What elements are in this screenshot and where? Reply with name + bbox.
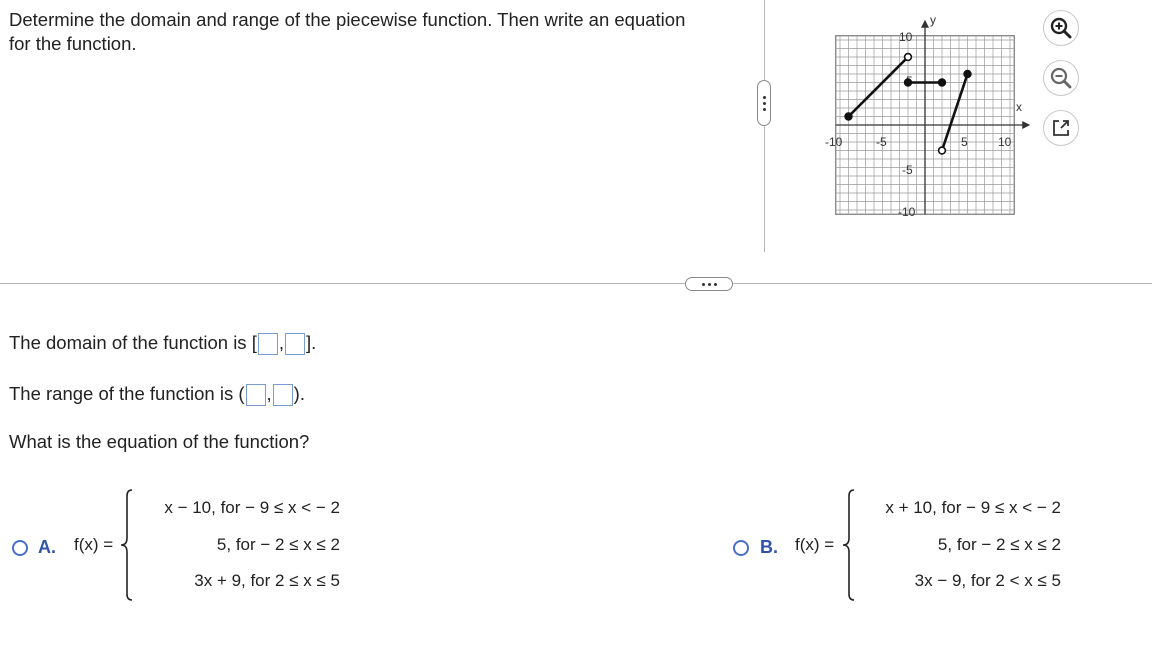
- choice-a-fx: f(x) =: [74, 535, 114, 554]
- choice-b-piece-1: x + 10, for − 9 ≤ x < − 2: [885, 498, 1061, 517]
- range-lower-input[interactable]: [246, 384, 266, 406]
- range-upper-input[interactable]: [273, 384, 293, 406]
- domain-close-bracket: ].: [305, 332, 317, 353]
- open-endpoint: [905, 54, 912, 61]
- choice-b-piece-3: 3x − 9, for 2 < x ≤ 5: [914, 571, 1061, 590]
- horizontal-divider: [0, 283, 1152, 284]
- zoom-in-icon: [1049, 16, 1073, 40]
- choice-a-piece-2: 5, for − 2 ≤ x ≤ 2: [216, 535, 340, 554]
- question-line-1: Determine the domain and range of the piecewise function. Then write an equation: [9, 9, 686, 30]
- choice-b-brace-icon: [840, 488, 856, 602]
- tick-label-x-neg5: -5: [876, 135, 887, 149]
- choice-b-piece-2: 5, for − 2 ≤ x ≤ 2: [937, 535, 1061, 554]
- choice-a-radio[interactable]: [12, 540, 28, 556]
- vertical-divider: [764, 0, 765, 252]
- zoom-out-icon: [1049, 66, 1073, 90]
- choice-a-letter: A.: [38, 537, 56, 557]
- horizontal-resize-handle[interactable]: [685, 277, 733, 291]
- domain-open-bracket: [: [251, 332, 257, 353]
- range-separator: ,: [266, 383, 272, 404]
- domain-line: [9, 331, 316, 355]
- range-line: [9, 382, 305, 406]
- range-prefix: The range of the function is: [9, 383, 234, 404]
- y-axis-label: y: [930, 13, 936, 27]
- tick-label-y-neg10: -10: [898, 205, 916, 219]
- dot-icon: [763, 102, 766, 105]
- tick-label-x-10: 10: [998, 135, 1012, 149]
- closed-endpoint: [845, 113, 852, 120]
- closed-endpoint: [964, 71, 971, 78]
- equation-prompt: What is the equation of the function?: [9, 431, 310, 452]
- dot-icon: [763, 96, 766, 99]
- closed-endpoint: [939, 79, 946, 86]
- choice-a-piece-1: x − 10, for − 9 ≤ x < − 2: [164, 498, 340, 517]
- domain-upper-input[interactable]: [285, 333, 305, 355]
- dot-icon: [708, 283, 711, 286]
- y-axis-arrow-icon: [921, 20, 929, 28]
- function-graph: [820, 10, 1035, 220]
- tick-label-x-5: 5: [961, 135, 968, 149]
- closed-endpoint: [905, 79, 912, 86]
- zoom-out-button[interactable]: [1043, 60, 1079, 96]
- domain-prefix: The domain of the function is: [9, 332, 247, 353]
- range-close-paren: ).: [293, 383, 305, 404]
- question-text: [9, 8, 739, 56]
- range-open-paren: (: [238, 383, 245, 404]
- dot-icon: [702, 283, 705, 286]
- dot-icon: [714, 283, 717, 286]
- open-endpoint: [939, 147, 946, 154]
- x-axis-label: x: [1016, 100, 1022, 114]
- x-axis-arrow-icon: [1022, 121, 1030, 129]
- dot-icon: [763, 108, 766, 111]
- vertical-resize-handle[interactable]: [757, 80, 771, 126]
- choice-b-fx: f(x) =: [795, 535, 835, 554]
- domain-separator: ,: [278, 332, 284, 353]
- choice-b-letter: B.: [760, 537, 778, 557]
- domain-lower-input[interactable]: [258, 333, 278, 355]
- tick-label-y-10: 10: [899, 30, 913, 44]
- choice-a-brace-icon: [118, 488, 134, 602]
- popout-icon: [1050, 117, 1072, 139]
- popout-button[interactable]: [1043, 110, 1079, 146]
- question-line-2: for the function.: [9, 33, 137, 54]
- tick-label-x-neg10: -10: [825, 135, 843, 149]
- choice-a-piece-3: 3x + 9, for 2 ≤ x ≤ 5: [194, 571, 340, 590]
- choice-b-radio[interactable]: [733, 540, 749, 556]
- zoom-in-button[interactable]: [1043, 10, 1079, 46]
- tick-label-y-neg5: -5: [902, 163, 913, 177]
